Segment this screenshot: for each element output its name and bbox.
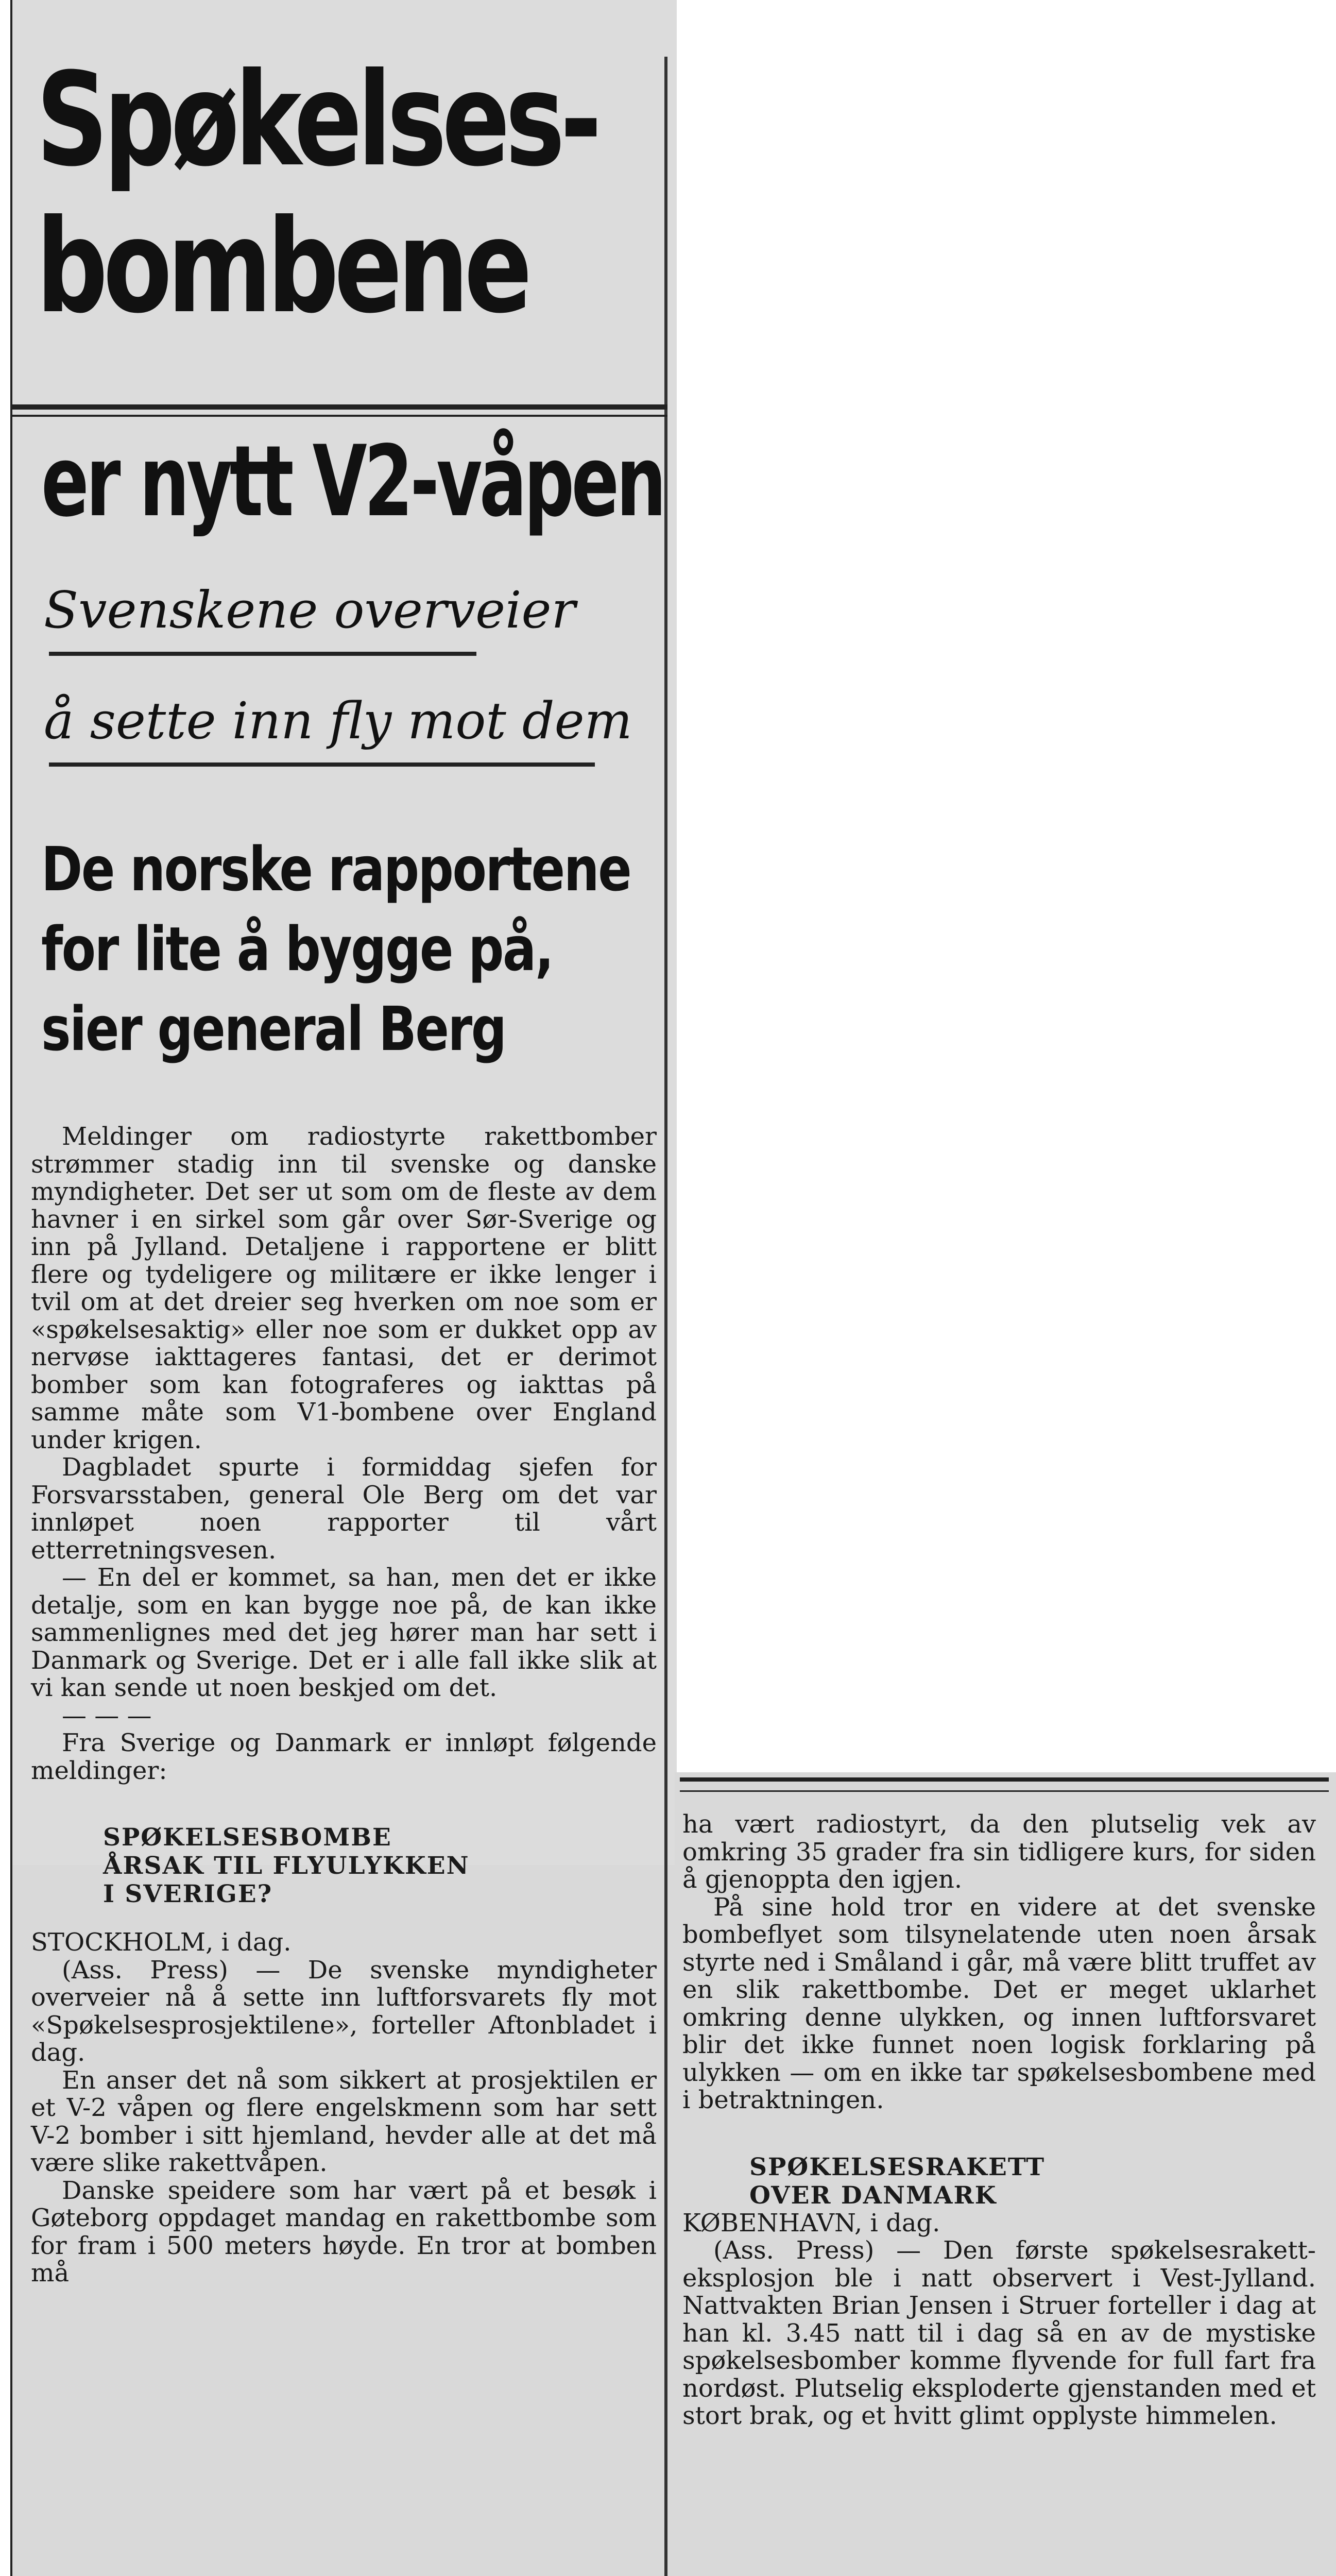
- headline-rule-thin: [10, 415, 667, 417]
- paragraph: Fra Sverige og Danmark er innløpt følgende meldinger:: [31, 1728, 657, 1785]
- subheadline-line-2: for lite å bygge på,: [41, 913, 553, 985]
- paragraph: (Ass. Press) — Den første spøkelsesrakett-eksplosjon ble i natt observert i Vest-Jylland. Nattvakten Brian Jensen i Struer forteller i dag at han kl. 3.45 natt til i dag så en av de mystiske spøkelsesbomber komme flyvende for full fart fra nordøst. Plutselig eksploderte gjenstanden med et stort brak, og et hvitt glimt opplyste himmelen.: [682, 2236, 1316, 2430]
- paragraph: Dagbladet spurte i formiddag sjefen for Forsvarsstaben, general Ole Berg om det var innløpet noen rapporter til vårt etterretningsvesen.: [31, 1453, 657, 1565]
- right-column: [682, 1811, 1316, 2430]
- paragraph: ha vært radiostyrt, da den plutselig vek av omkring 35 grader fra sin tidligere kurs, for siden å gjenoppta den igjen.: [682, 1810, 1316, 1894]
- headline-line-3: er nytt V2-våpen: [41, 425, 664, 538]
- headline-line-1: Spøkelses-: [36, 45, 597, 195]
- paragraph: Danske speidere som har vært på et besøk i Gøteborg oppdaget mandag en rakettbombe som for fram i 500 meters høyde. En tror at bomben må: [31, 2176, 657, 2287]
- subhead-sweden-3: I SVERIGE?: [103, 1880, 273, 1908]
- headline-line-2: bombene: [36, 192, 528, 342]
- dateline-kobenhavn: KØBENHAVN, i dag.: [682, 2208, 940, 2238]
- dateline-stockholm: STOCKHOLM, i dag.: [31, 1928, 292, 1957]
- left-column: [31, 1123, 657, 2287]
- headline-rule-top: [10, 404, 667, 410]
- subheadline: [41, 829, 630, 1069]
- deck-underline-1: [49, 652, 476, 656]
- deck-underline-2: [49, 762, 595, 767]
- subhead-sweden-2: ÅRSAK TIL FLYULYKKEN: [103, 1852, 470, 1880]
- paragraph: På sine hold tror en videre at det svenske bombeflyet som tilsynelatende uten noen årsak styrte ned i Småland i går, må være blitt truffet av en slik rakettbombe. Det er meget uklarhet omkring denne ulykken, og innen luftforsvaret blir det ikke funnet noen logisk forklaring på ulykken — om en ikke tar spøkelsesbombene med i betraktningen.: [682, 1892, 1316, 2114]
- paragraph: — En del er kommet, sa han, men det er ikke detalje, som en kan bygge noe på, de kan ikke sammenlignes med det jeg hører man har sett i Danmark og Sverige. Det er i alle fall ikke slik at vi kan sende ut noen beskjed om det.: [31, 1563, 657, 1702]
- subhead-denmark-1: SPØKELSESRAKETT: [749, 2153, 1046, 2181]
- right-column-rule-thin: [680, 1790, 1329, 1792]
- separator: — — —: [62, 1701, 152, 1730]
- paragraph: En anser det nå som sikkert at prosjektilen er et V-2 våpen og flere engelskmenn som har sett V-2 bomber i sitt hjemland, hevder alle at det må være slike rakettvåpen.: [31, 2065, 657, 2177]
- subhead-sweden-1: SPØKELSESBOMBE: [103, 1823, 392, 1852]
- subhead-denmark-2: OVER DANMARK: [749, 2181, 997, 2210]
- paragraph: Meldinger om radiostyrte rakettbomber strømmer stadig inn til svenske og danske myndigheter. Det ser ut som om de fleste av dem havner i en sirkel som går over Sør-Sverige og inn på Jylland. Detaljene i rapportene er blitt flere og tydeligere og militære er ikke lenger i tvil om at det dreier seg hverken om noe som er «spøkelsesaktig» eller noe som er dukket opp av nervøse iakttageres fantasi, det er derimot bomber som kan fotograferes og iakttas på samme måte som V1-bombene over England under krigen.: [31, 1122, 657, 1454]
- right-column-rule: [680, 1777, 1329, 1782]
- deck-line-1: Svenskene overveier: [44, 581, 576, 640]
- deck-line-2: å sette inn fly mot dem: [44, 692, 632, 751]
- subheadline-line-1: De norske rapportene: [41, 834, 631, 905]
- subheadline-line-3: sier general Berg: [41, 993, 506, 1064]
- column-divider: [664, 57, 667, 2576]
- paragraph: (Ass. Press) — De svenske myndigheter overveier nå å sette inn luftforsvarets fly mot «Spøkelsesprosjektilene», forteller Aftonbladet i dag.: [31, 1955, 657, 2067]
- headline: [36, 45, 597, 342]
